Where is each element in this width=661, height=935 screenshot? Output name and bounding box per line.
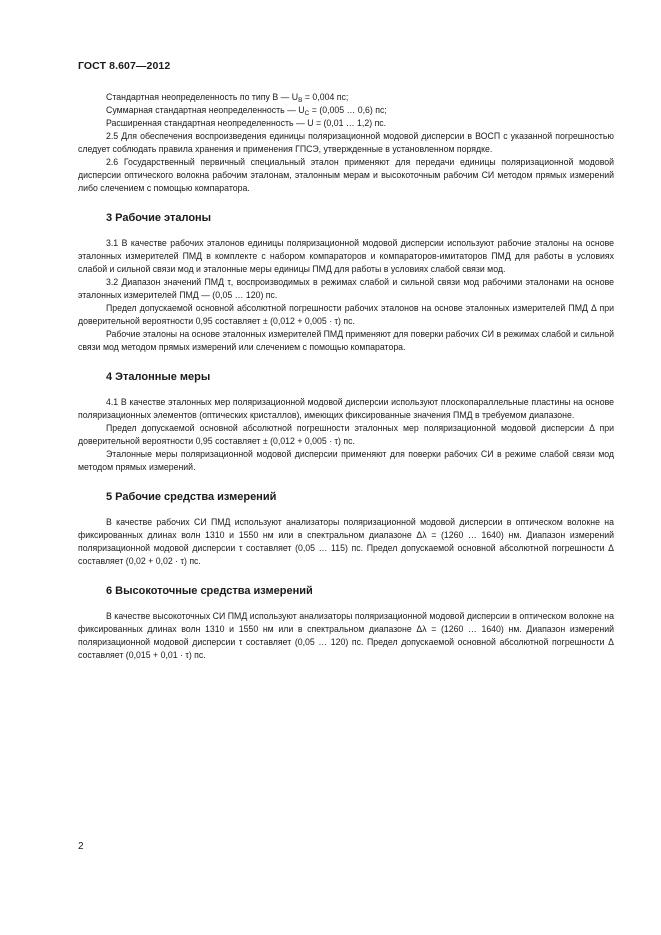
paragraph-3-1: 3.1 В качестве рабочих эталонов единицы поляризационной модовой дисперсии используют рабочие эталоны на основе эталонных измерителей ПМД в комплекте с набором компараторов и компараторов-имитаторов ПМД для работы в условиях слабой и сильной связи мод и эталонные меры единицы ПМД для работы в условиях слабой связи мод. xyxy=(78,238,614,274)
section-5-heading: 5 Рабочие средства измерений xyxy=(106,491,277,503)
document-body xyxy=(78,91,614,662)
page-number: 2 xyxy=(78,841,84,852)
paragraph-6: В качестве высокоточных СИ ПМД используют анализаторы поляризационной модовой дисперсии в оптическом волокне на фиксированных длинах волн 1310 и 1550 нм или в спектральном диапазоне Δλ = (1260 … 1640) нм. Диапазон измерений поляризационной модовой дисперсии τ составляет (0,05 … 120) пс. Предел допускаемой основной абсолютной погрешности Δ составляет (0,015 + 0,01 · τ) пс. xyxy=(78,611,614,660)
paragraph-3-2: 3.2 Диапазон значений ПМД τ, воспроизводимых в режимах слабой и сильной связи мод рабочими эталонами на основе эталонных измерителей ПМД — (0,05 … 120) пс. xyxy=(78,277,614,300)
section-4-heading: 4 Эталонные меры xyxy=(106,371,211,383)
paragraph-4-1: 4.1 В качестве эталонных мер поляризационной модовой дисперсии используют плоскопараллельные пластины на основе поляризационных элементов (оптических кристаллов), имеющих фиксированные значения ПМД в требуемом диапазоне. xyxy=(78,397,614,420)
standard-title: ГОСТ 8.607—2012 xyxy=(78,60,171,72)
section-3-heading: 3 Рабочие эталоны xyxy=(106,212,212,224)
paragraph-4-apply: Эталонные меры поляризационной модовой дисперсии применяют для поверки рабочих СИ в режиме слабой связи мод методом прямых измерений. xyxy=(78,449,614,472)
uncertainty-expanded: Расширенная стандартная неопределенность — U = (0,01 … 1,2) пс. xyxy=(106,118,387,128)
paragraph-5: В качестве рабочих СИ ПМД используют анализаторы поляризационной модовой дисперсии в оптическом волокне на фиксированных длинах волн 1310 и 1550 нм или в спектральном диапазоне Δλ = (1260 … 1640) нм. Диапазон измерений поляризационной модовой дисперсии τ составляет (0,05 … 115) пс. Предел допускаемой основной абсолютной погрешности Δ составляет (0,02 + 0,02 · τ) пс. xyxy=(78,517,614,566)
section-6-heading: 6 Высокоточные средства измерений xyxy=(106,585,313,597)
paragraph-4-limit: Предел допускаемой основной абсолютной погрешности эталонных мер поляризационной модовой дисперсии Δ при доверительной вероятности 0,95 составляет ± (0,012 + 0,005 · τ) пс. xyxy=(78,423,614,446)
paragraph-3-apply: Рабочие эталоны на основе эталонных измерителей ПМД применяют для поверки рабочих СИ в режимах слабой и сильной связи мод методом прямых измерений или слечением с помощью компаратора. xyxy=(78,329,614,352)
uncertainty-type-b: Стандартная неопределенность по типу В — $U_B = 0,004$ пс; xyxy=(106,92,349,104)
paragraph-3-limit: Предел допускаемой основной абсолютной погрешности рабочих эталонов на основе эталонных измерителей ПМД Δ при доверительной вероятности 0,95 составляет ± (0,012 + 0,005 · τ) пс. xyxy=(78,303,614,326)
uncertainty-combined: Суммарная стандартная неопределенность — $U_C = (0,005$ … 0,6) пс; xyxy=(106,105,387,117)
paragraph-2-5: 2.5 Для обеспечения воспроизведения единицы поляризационной модовой дисперсии в ВОСП с указанной погрешностью следует соблюдать правила хранения и применения ГПСЭ, утвержденные в установленном порядке. xyxy=(78,131,614,154)
paragraph-2-6: 2.6 Государственный первичный специальный эталон применяют для передачи единицы поляризационной модовой дисперсии оптического волокна рабочим эталонам, эталонным мерам и высокоточным рабочим СИ методом прямых измерений либо слечением с помощью компаратора. xyxy=(78,157,614,193)
